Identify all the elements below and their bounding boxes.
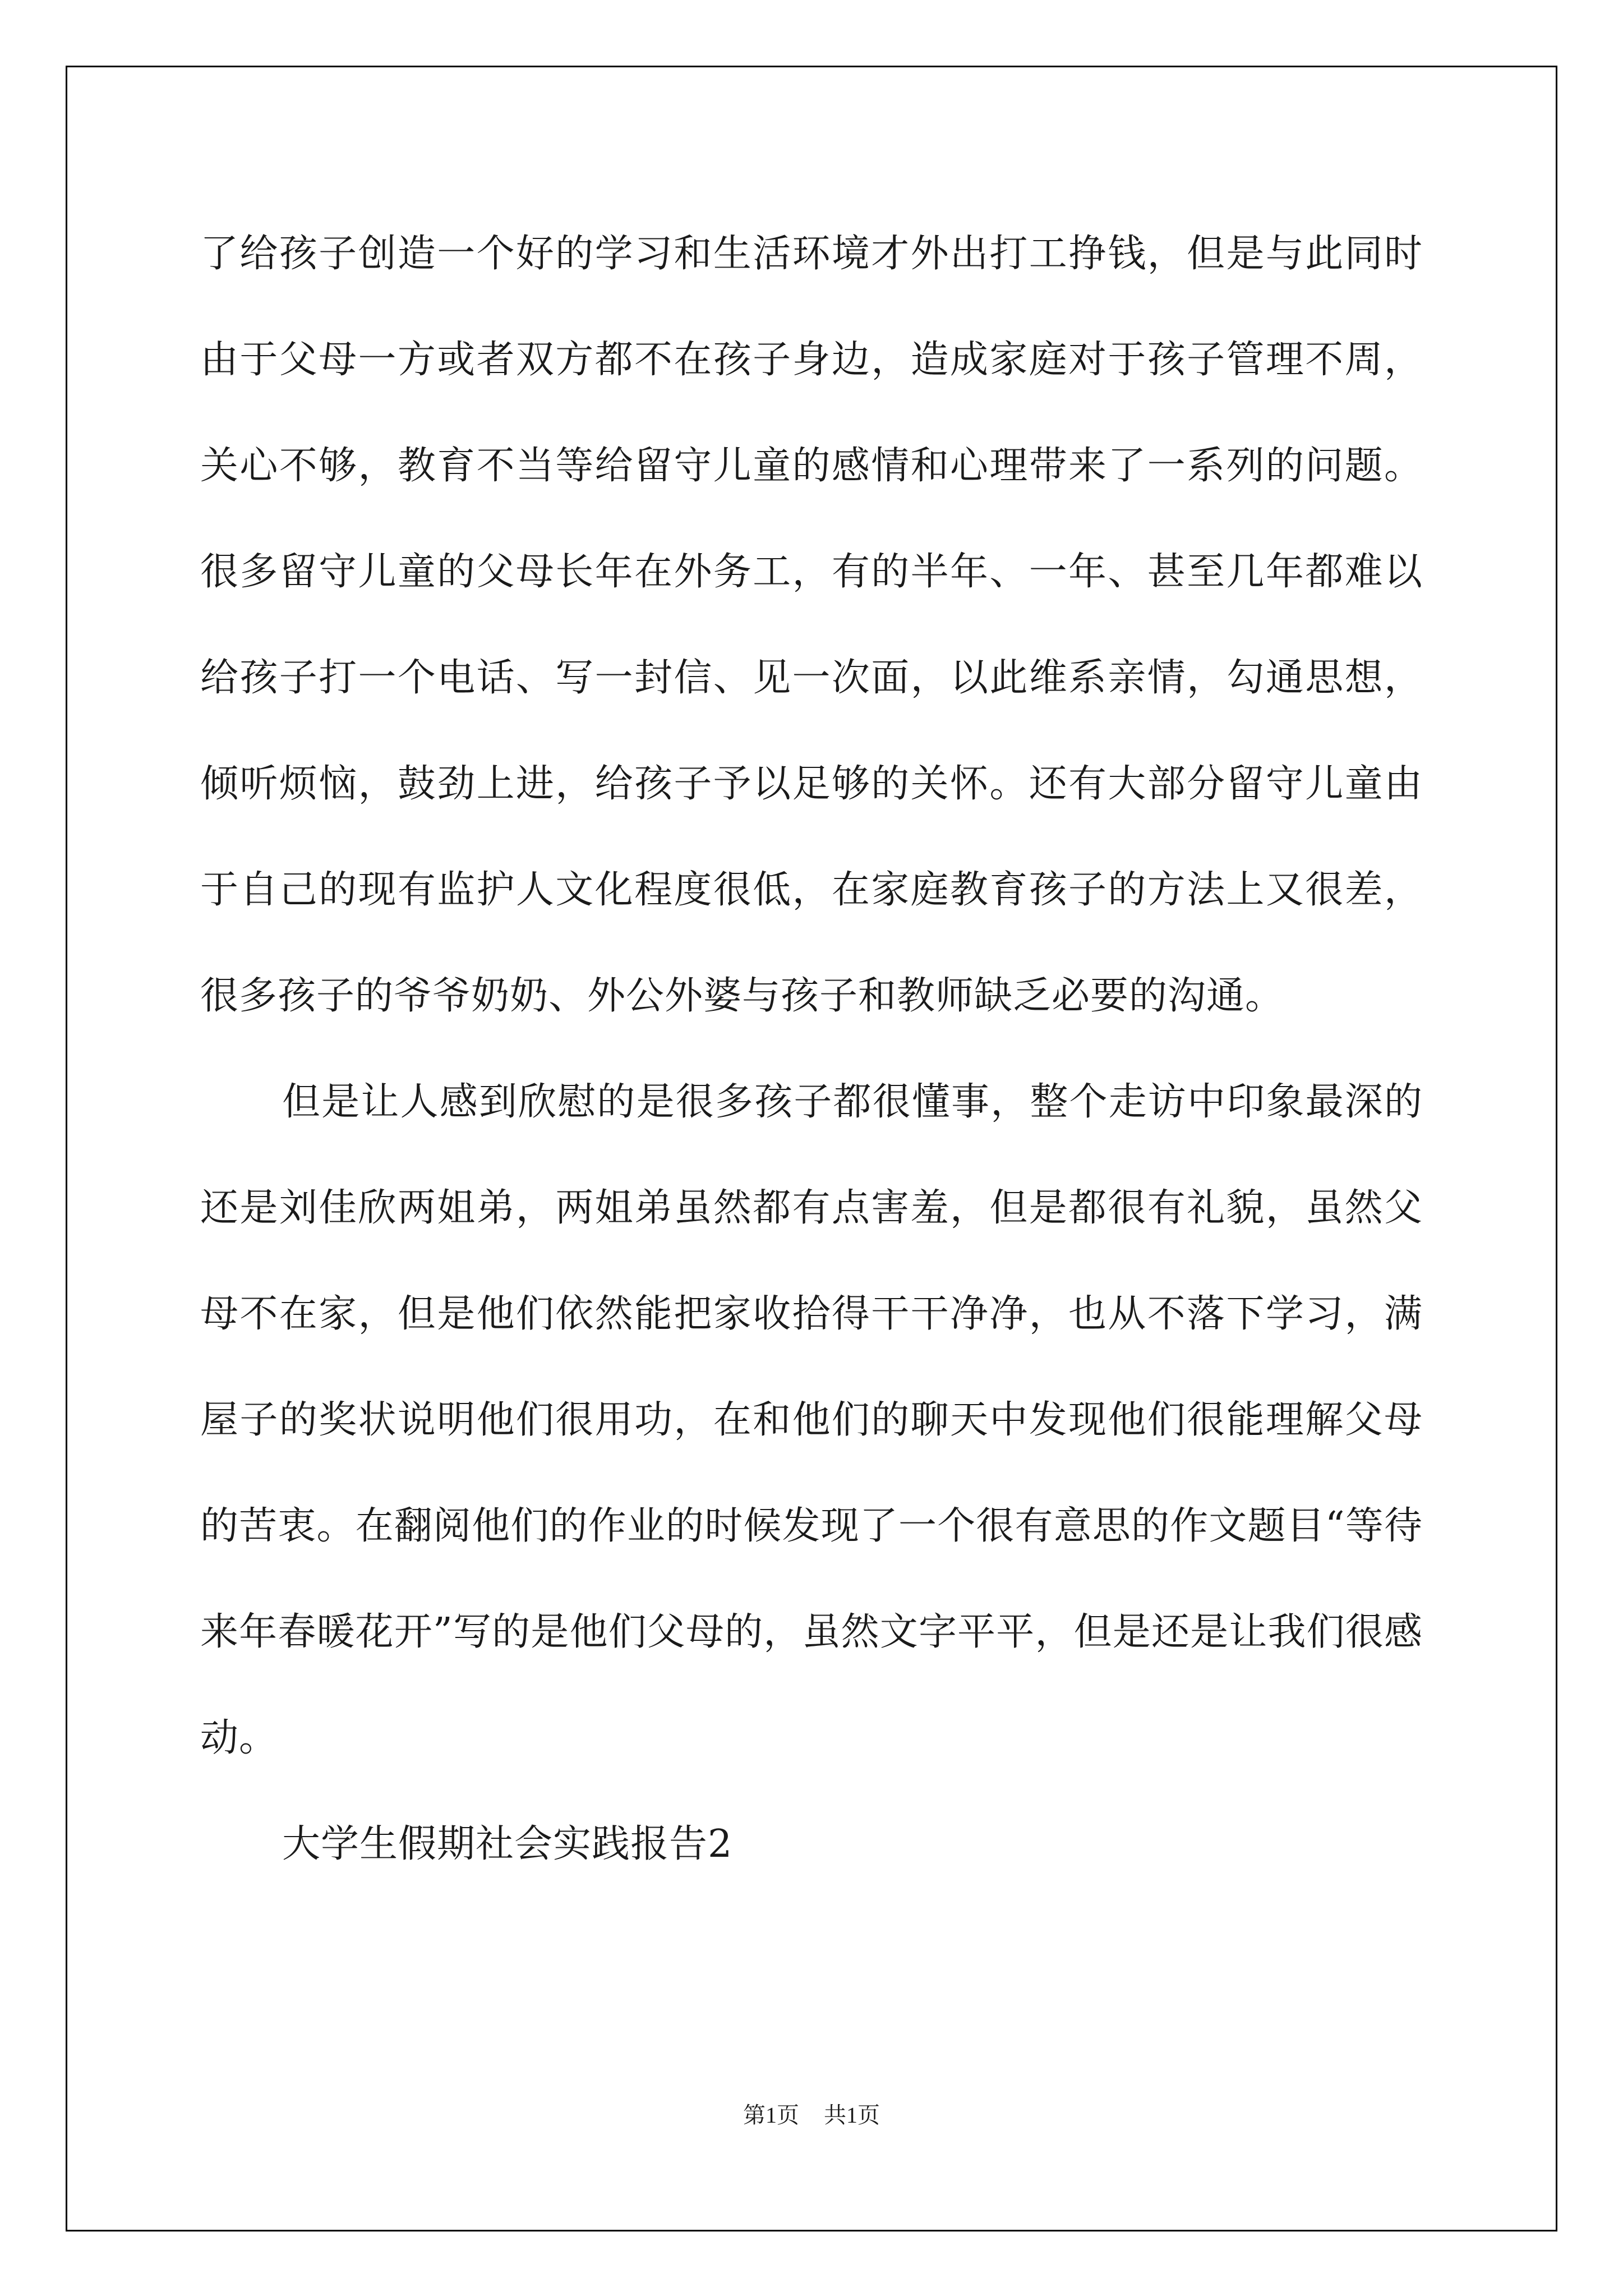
paragraph-continuation: 了给孩子创造一个好的学习和生活环境才外出打工挣钱，但是与此同时由于父母一方或者双方都不在孩子身边，造成家庭对于孩子管理不周，关心不够，教育不当等给留守儿童的感情和心理带来了一系列的问题。很多留守儿童的父母长年在外务工，有的半年、一年、甚至几年都难以给孩子打一个电话、写一封信、见一次面，以此维系亲情，勾通思想，倾听烦恼，鼓劲上进，给孩子予以足够的关怀。还有大部分留守儿童由于自己的现有监护人文化程度很低，在家庭教育孩子的方法上又很差，很多孩子的爷爷奶奶、外公外婆与孩子和教师缺乏必要的沟通。 <box>200 232 1423 1018</box>
section-heading-report-2: 大学生假期社会实践报告2 <box>282 1822 733 1866</box>
paragraph-visit-impressions: 但是让人感到欣慰的是很多孩子都很懂事，整个走访中印象最深的还是刘佳欣两姐弟，两姐弟虽然都有点害羞，但是都很有礼貌，虽然父母不在家，但是他们依然能把家收拾得干干净净，也从不落下学习，满屋子的奖状说明他们很用功，在和他们的聊天中发现他们很能理解父母的苦衷。在翻阅他们的作业的时候发现了一个很有意思的作文题目“等待来年春暖花开”写的是他们父母的，虽然文字平平，但是还是让我们很感动。 <box>200 1080 1423 1760</box>
document-body <box>200 201 1423 1897</box>
page-footer <box>0 2099 1623 2132</box>
page-number-total: 共1页 <box>824 2102 880 2128</box>
page-number-current: 第1页 <box>743 2102 799 2128</box>
